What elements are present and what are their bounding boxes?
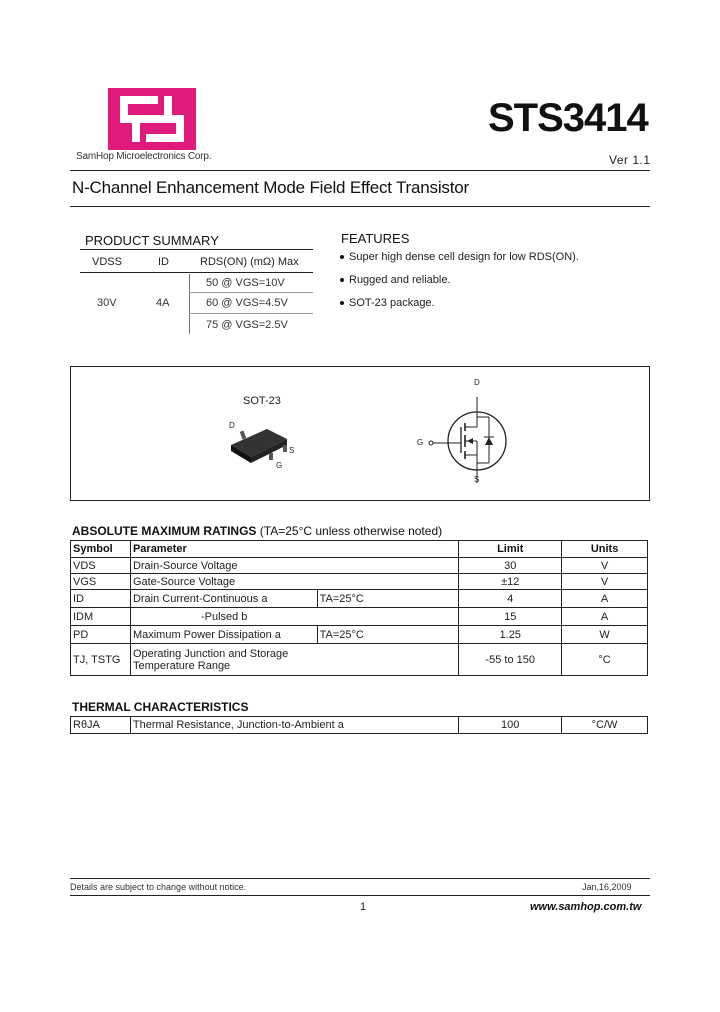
- summary-row-divider: [189, 292, 313, 293]
- schematic-drain-label: D: [474, 378, 480, 387]
- summary-header-vdss: VDSS: [92, 256, 122, 268]
- parameter-cell: Gate-Source Voltage: [130, 574, 458, 590]
- amr-title: [72, 524, 442, 538]
- company-logo: [108, 88, 196, 150]
- package-pin-s: S: [289, 446, 295, 455]
- schematic-gate-label: G: [417, 438, 424, 447]
- header-symbol: Symbol: [71, 541, 131, 558]
- title-divider: [70, 206, 650, 207]
- header-divider: [70, 170, 650, 171]
- condition-cell: TA=25°C: [317, 626, 459, 644]
- document-version: Ver 1.1: [609, 153, 651, 167]
- unit-cell: V: [562, 558, 648, 574]
- table-row: [71, 590, 648, 608]
- table-row: [71, 574, 648, 590]
- header-units: Units: [562, 541, 648, 558]
- part-number: STS3414: [488, 96, 648, 140]
- limit-cell: 4: [459, 590, 562, 608]
- website-link[interactable]: www.samhop.com.tw: [530, 901, 642, 913]
- symbol-cell: PD: [71, 626, 131, 644]
- bullet-icon: [340, 301, 344, 305]
- thermal-title: THERMAL CHARACTERISTICS: [72, 700, 249, 714]
- summary-id-value: 4A: [156, 297, 170, 309]
- parameter-cell: [130, 644, 458, 676]
- table-row: [71, 626, 648, 644]
- summary-rds-row: 60 @ VGS=4.5V: [206, 297, 288, 309]
- unit-cell: A: [562, 590, 648, 608]
- symbol-cell: TJ, TSTG: [71, 644, 131, 676]
- table-row: [71, 558, 648, 574]
- table-row: [71, 608, 648, 626]
- limit-cell: 100: [459, 717, 562, 734]
- summary-top-rule: [80, 249, 313, 250]
- symbol-cell: ID: [71, 590, 131, 608]
- summary-header-rule: [80, 272, 313, 273]
- company-name: SamHop Microelectronics Corp.: [76, 151, 212, 162]
- limit-cell: 15: [459, 608, 562, 626]
- symbol-cell: RθJA: [71, 717, 131, 734]
- symbol-cell: IDM: [71, 608, 131, 626]
- feature-item: [340, 251, 579, 263]
- amr-condition: (TA=25°C unless otherwise noted): [259, 524, 443, 538]
- mosfet-schematic-icon: [417, 387, 517, 483]
- feature-text: Rugged and reliable.: [349, 274, 451, 286]
- table-row: [71, 717, 648, 734]
- product-summary-title: PRODUCT SUMMARY: [85, 233, 219, 248]
- feature-item: [340, 274, 451, 286]
- thermal-table: [70, 716, 648, 734]
- summary-row-divider: [189, 313, 313, 314]
- parameter-line: Temperature Range: [132, 659, 231, 672]
- unit-cell: °C/W: [562, 717, 648, 734]
- unit-cell: V: [562, 574, 648, 590]
- summary-header-rds: RDS(ON) (mΩ) Max: [200, 256, 299, 268]
- summary-column-divider: [189, 274, 190, 334]
- absolute-max-ratings-table: [70, 540, 648, 676]
- header-parameter: Parameter: [130, 541, 458, 558]
- features-title: FEATURES: [341, 231, 410, 246]
- schematic-source-label: S: [474, 475, 480, 484]
- amr-title-text: ABSOLUTE MAXIMUM RATINGS: [72, 524, 257, 538]
- bullet-icon: [340, 255, 344, 259]
- package-diagram-box: [70, 366, 650, 501]
- footer-divider: [70, 878, 650, 879]
- summary-rds-row: 50 @ VGS=10V: [206, 277, 285, 289]
- package-pin-g: G: [276, 461, 283, 470]
- sot23-package-icon: [223, 417, 303, 473]
- parameter-cell: Drain-Source Voltage: [130, 558, 458, 574]
- parameter-cell: Thermal Resistance, Junction-to-Ambient a: [130, 717, 458, 734]
- parameter-line: Operating Junction and Storage: [132, 647, 289, 660]
- table-row: [71, 644, 648, 676]
- symbol-cell: VDS: [71, 558, 131, 574]
- condition-cell: TA=25°C: [317, 590, 459, 608]
- package-label: SOT-23: [243, 395, 281, 407]
- footer-divider: [70, 895, 650, 896]
- footer-date: Jan,16,2009: [582, 882, 632, 892]
- unit-cell: A: [562, 608, 648, 626]
- limit-cell: -55 to 150: [459, 644, 562, 676]
- table-header-row: [71, 541, 648, 558]
- header-limit: Limit: [459, 541, 562, 558]
- page-number: 1: [360, 901, 367, 913]
- package-pin-d: D: [229, 421, 235, 430]
- parameter-cell: -Pulsed b: [130, 608, 458, 626]
- feature-item: [340, 297, 435, 309]
- document-title: N-Channel Enhancement Mode Field Effect Transistor: [72, 178, 469, 197]
- feature-text: Super high dense cell design for low RDS(ON).: [349, 251, 579, 263]
- limit-cell: 1.25: [459, 626, 562, 644]
- parameter-cell: Maximum Power Dissipation a: [130, 626, 317, 644]
- footer-note: Details are subject to change without notice.: [70, 882, 247, 892]
- unit-cell: °C: [562, 644, 648, 676]
- limit-cell: 30: [459, 558, 562, 574]
- summary-vdss-value: 30V: [97, 297, 117, 309]
- unit-cell: W: [562, 626, 648, 644]
- symbol-cell: VGS: [71, 574, 131, 590]
- samhop-logo-icon: [108, 88, 196, 150]
- summary-header-id: ID: [158, 256, 169, 268]
- feature-text: SOT-23 package.: [349, 297, 435, 309]
- limit-cell: ±12: [459, 574, 562, 590]
- summary-rds-row: 75 @ VGS=2.5V: [206, 319, 288, 331]
- bullet-icon: [340, 278, 344, 282]
- parameter-cell: Drain Current-Continuous a: [130, 590, 317, 608]
